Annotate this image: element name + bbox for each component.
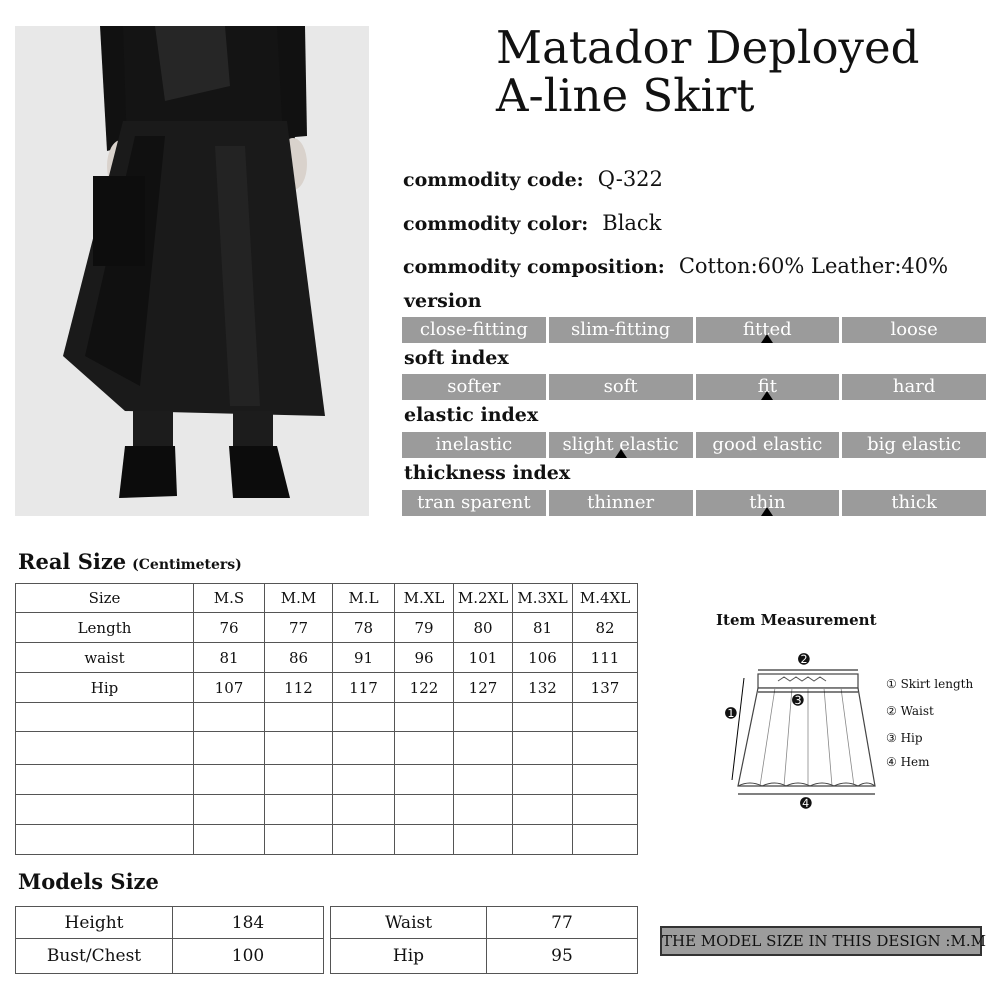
table-cell: 100 (173, 939, 324, 974)
real-size-unit: (Centimeters) (132, 557, 242, 573)
table-cell: 117 (333, 673, 395, 703)
scale-option: close-fitting (402, 317, 546, 343)
badge-length: ➊ (725, 706, 737, 722)
table-cell: 112 (265, 673, 333, 703)
elastic-index-scale (402, 432, 986, 458)
scale-option: inelastic (402, 432, 546, 458)
table-row-empty (16, 765, 638, 795)
table-row (16, 613, 638, 643)
table-cell: 127 (454, 673, 513, 703)
commodity-code-label: commodity code: (403, 169, 584, 191)
real-size-heading (18, 549, 242, 574)
commodity-composition-value: Cotton:60% Leather:40% (678, 254, 949, 278)
row-label: Height (16, 907, 173, 939)
header-cell: M.4XL (573, 584, 638, 613)
soft-index-scale (402, 374, 986, 400)
title-line-2: A-line Skirt (496, 69, 755, 122)
table-cell: 80 (454, 613, 513, 643)
scale-option: big elastic (842, 432, 986, 458)
scale-option: slight elastic (549, 432, 693, 458)
badge-hip: ➌ (792, 693, 804, 709)
title-line-1: Matador Deployed (496, 21, 920, 74)
header-cell: M.S (194, 584, 265, 613)
header-cell: M.XL (395, 584, 454, 613)
table-cell: 78 (333, 613, 395, 643)
selection-marker-icon (761, 334, 773, 343)
scale-option: hard (842, 374, 986, 400)
table-cell: 96 (395, 643, 454, 673)
table-cell: 95 (487, 939, 638, 974)
legend-hip: ③ Hip (886, 731, 923, 745)
product-title (496, 21, 920, 122)
header-cell: M.L (333, 584, 395, 613)
row-label: Length (16, 613, 194, 643)
table-cell: 82 (573, 613, 638, 643)
size-table (15, 583, 638, 855)
selection-marker-icon (761, 507, 773, 516)
table-row (331, 907, 638, 939)
table-cell: 79 (395, 613, 454, 643)
commodity-color-value: Black (602, 211, 662, 235)
scale-option: fitted (696, 317, 840, 343)
badge-hem: ➍ (800, 796, 812, 812)
product-photo (15, 26, 369, 516)
commodity-color-label: commodity color: (403, 213, 589, 235)
scale-option: slim-fitting (549, 317, 693, 343)
scale-option: thinner (549, 490, 693, 516)
row-label: Hip (16, 673, 194, 703)
models-size-heading: Models Size (18, 869, 159, 894)
table-cell: 81 (194, 643, 265, 673)
table-cell: 184 (173, 907, 324, 939)
soft-index-label: soft index (404, 347, 509, 369)
scale-option: good elastic (696, 432, 840, 458)
scale-option: fit (696, 374, 840, 400)
commodity-color-row (403, 211, 661, 235)
real-size-title: Real Size (18, 549, 127, 574)
table-cell: 132 (513, 673, 573, 703)
commodity-code-row (403, 167, 663, 191)
table-cell: 81 (513, 613, 573, 643)
scale-option: soft (549, 374, 693, 400)
size-table-header (16, 584, 638, 613)
commodity-composition-label: commodity composition: (403, 256, 665, 278)
table-cell: 107 (194, 673, 265, 703)
table-cell: 106 (513, 643, 573, 673)
legend-waist: ② Waist (886, 704, 934, 718)
table-cell: 111 (573, 643, 638, 673)
thickness-index-scale (402, 490, 986, 516)
table-cell: 86 (265, 643, 333, 673)
table-row-empty (16, 703, 638, 732)
header-cell: Size (16, 584, 194, 613)
scale-option: tran sparent (402, 490, 546, 516)
legend-skirt-length: ① Skirt length (886, 677, 974, 691)
table-row (16, 939, 324, 974)
selection-marker-icon (615, 449, 627, 458)
skirt-measurement-diagram (720, 648, 885, 818)
table-row-empty (16, 732, 638, 765)
table-row (16, 673, 638, 703)
table-row-empty (16, 795, 638, 825)
scale-option: loose (842, 317, 986, 343)
scale-option: thin (696, 490, 840, 516)
header-cell: M.M (265, 584, 333, 613)
commodity-code-value: Q-322 (597, 167, 663, 191)
thickness-index-label: thickness index (404, 462, 571, 484)
row-label: waist (16, 643, 194, 673)
skirt-model-illustration (15, 26, 369, 516)
scale-option: softer (402, 374, 546, 400)
scale-option: thick (842, 490, 986, 516)
row-label: Hip (331, 939, 487, 974)
models-table-left (15, 906, 324, 974)
table-row (16, 907, 324, 939)
table-cell: 122 (395, 673, 454, 703)
version-scale (402, 317, 986, 343)
badge-waist: ➋ (798, 652, 810, 668)
table-row (16, 643, 638, 673)
table-cell: 76 (194, 613, 265, 643)
header-cell: M.3XL (513, 584, 573, 613)
table-row (331, 939, 638, 974)
table-cell: 77 (265, 613, 333, 643)
row-label: Waist (331, 907, 487, 939)
legend-hem: ④ Hem (886, 755, 930, 769)
row-label: Bust/Chest (16, 939, 173, 974)
models-table-right (330, 906, 638, 974)
model-size-note: THE MODEL SIZE IN THIS DESIGN :M.M (660, 926, 982, 956)
item-measurement-title: Item Measurement (716, 611, 877, 629)
table-cell: 77 (487, 907, 638, 939)
version-label: version (404, 290, 482, 312)
elastic-index-label: elastic index (404, 404, 539, 426)
selection-marker-icon (761, 391, 773, 400)
table-row-empty (16, 825, 638, 855)
table-cell: 101 (454, 643, 513, 673)
commodity-composition-row (403, 254, 948, 278)
table-cell: 91 (333, 643, 395, 673)
header-cell: M.2XL (454, 584, 513, 613)
table-cell: 137 (573, 673, 638, 703)
